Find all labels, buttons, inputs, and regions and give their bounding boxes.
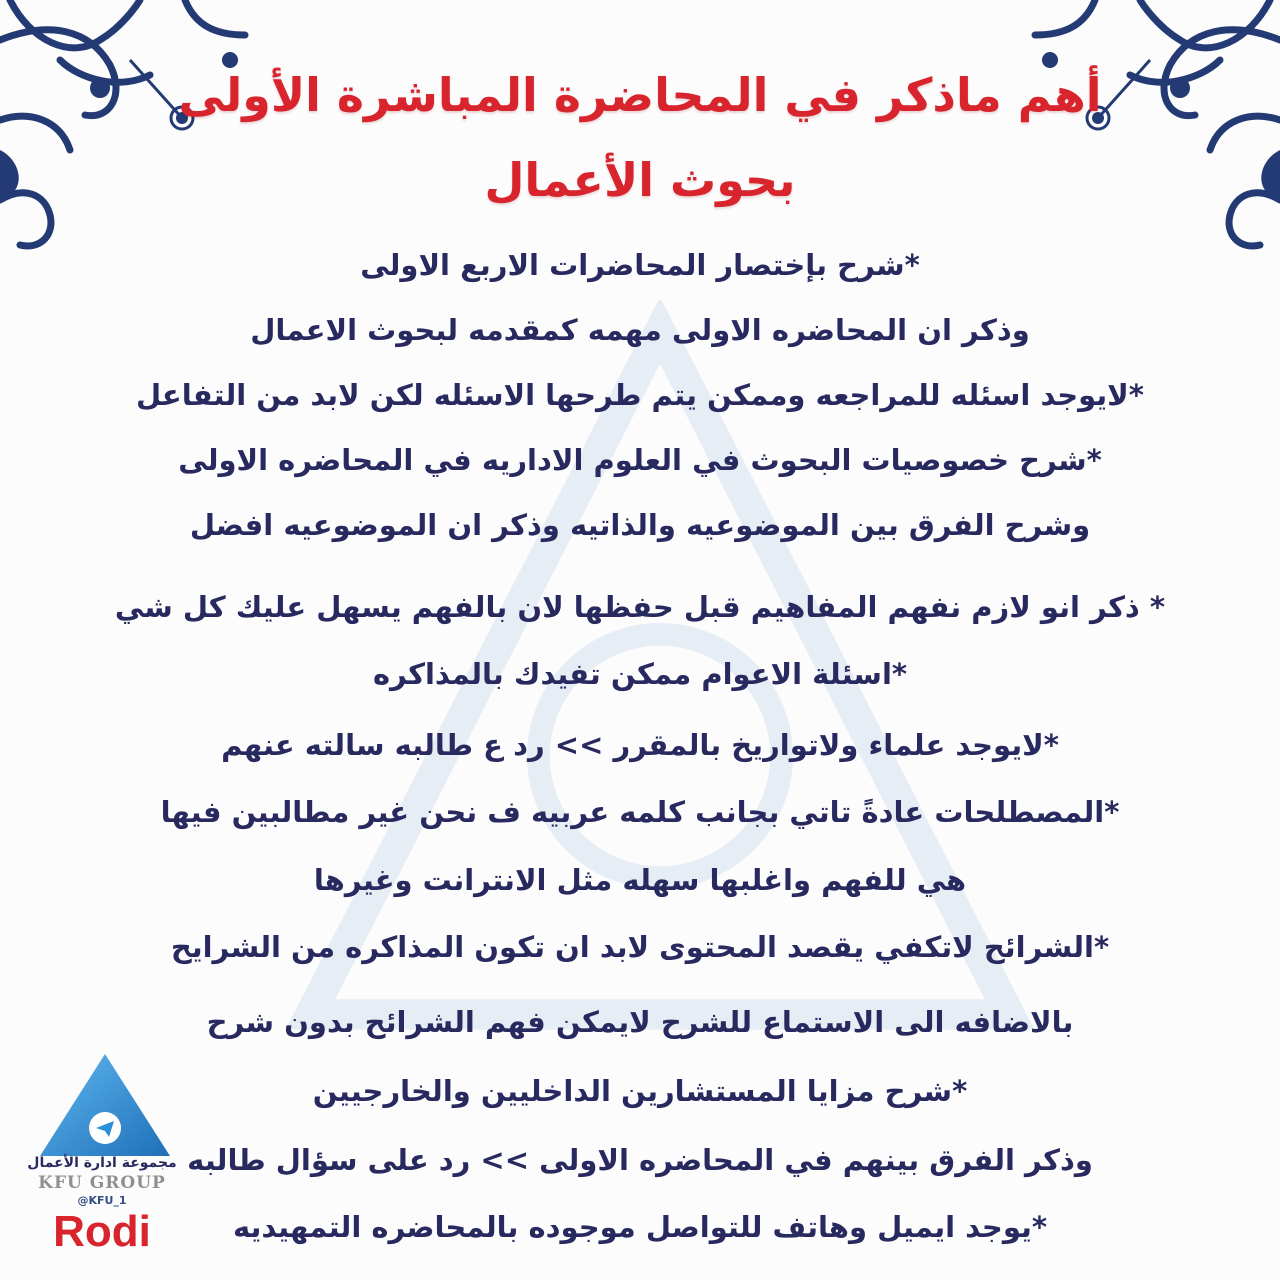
note-line: *الشرائح لاتكفي يقصد المحتوى لابد ان تكون المذاكره من الشرايح xyxy=(170,930,1110,964)
note-line: هي للفهم واغلبها سهله مثل الانترانت وغيرها xyxy=(313,863,967,897)
note-line: وذكر الفرق بينهم في المحاضره الاولى >> رد على سؤال طالبه xyxy=(187,1143,1093,1177)
page-subtitle: بحوث الأعمال xyxy=(484,153,796,207)
note-line: *لايوجد علماء ولاتواريخ بالمقرر >> رد ع طالبه سالته عنهم xyxy=(221,728,1059,762)
author-signature: Rodi xyxy=(53,1207,151,1256)
note-line: *المصطلحات عادةً تاتي بجانب كلمه عربيه ف نحن غير مطالبين فيها xyxy=(160,795,1120,829)
note-line: *يوجد ايميل وهاتف للتواصل موجوده بالمحاضره التمهيديه xyxy=(232,1210,1048,1244)
brand-arabic-name: مجموعة ادارة الأعمال xyxy=(27,1155,177,1171)
note-line: * ذكر انو لازم نفهم المفاهيم قبل حفظها لان بالفهم يسهل عليك كل شي xyxy=(114,590,1166,624)
note-line: وذكر ان المحاضره الاولى مهمه كمقدمه لبحوث الاعمال xyxy=(250,313,1030,347)
brand-english-name: KFU GROUP xyxy=(38,1173,166,1193)
brand-handle: @KFU_1 xyxy=(77,1194,127,1207)
note-line: *اسئلة الاعوام ممكن تفيدك بالمذاكره xyxy=(372,657,908,691)
page-title: أهم ماذكر في المحاضرة المباشرة الأولى xyxy=(178,68,1102,122)
corner-ornament-icon xyxy=(0,0,260,270)
note-line: *شرح خصوصيات البحوث في العلوم الاداريه في المحاضره الاولى xyxy=(178,443,1102,477)
note-line: *شرح بإختصار المحاضرات الاربع الاولى xyxy=(360,248,920,282)
note-line: *شرح مزايا المستشارين الداخليين والخارجيين xyxy=(312,1074,968,1108)
note-line: *لايوجد اسئله للمراجعه وممكن يتم طرحها الاسئله لكن لابد من التفاعل xyxy=(136,378,1144,412)
corner-ornament-icon xyxy=(1020,0,1280,270)
note-line: وشرح الفرق بين الموضوعيه والذاتيه وذكر ان الموضوعيه افضل xyxy=(189,508,1091,542)
note-line: بالاضافه الى الاستماع للشرح لايمكن فهم الشرائح بدون شرح xyxy=(206,1005,1074,1039)
